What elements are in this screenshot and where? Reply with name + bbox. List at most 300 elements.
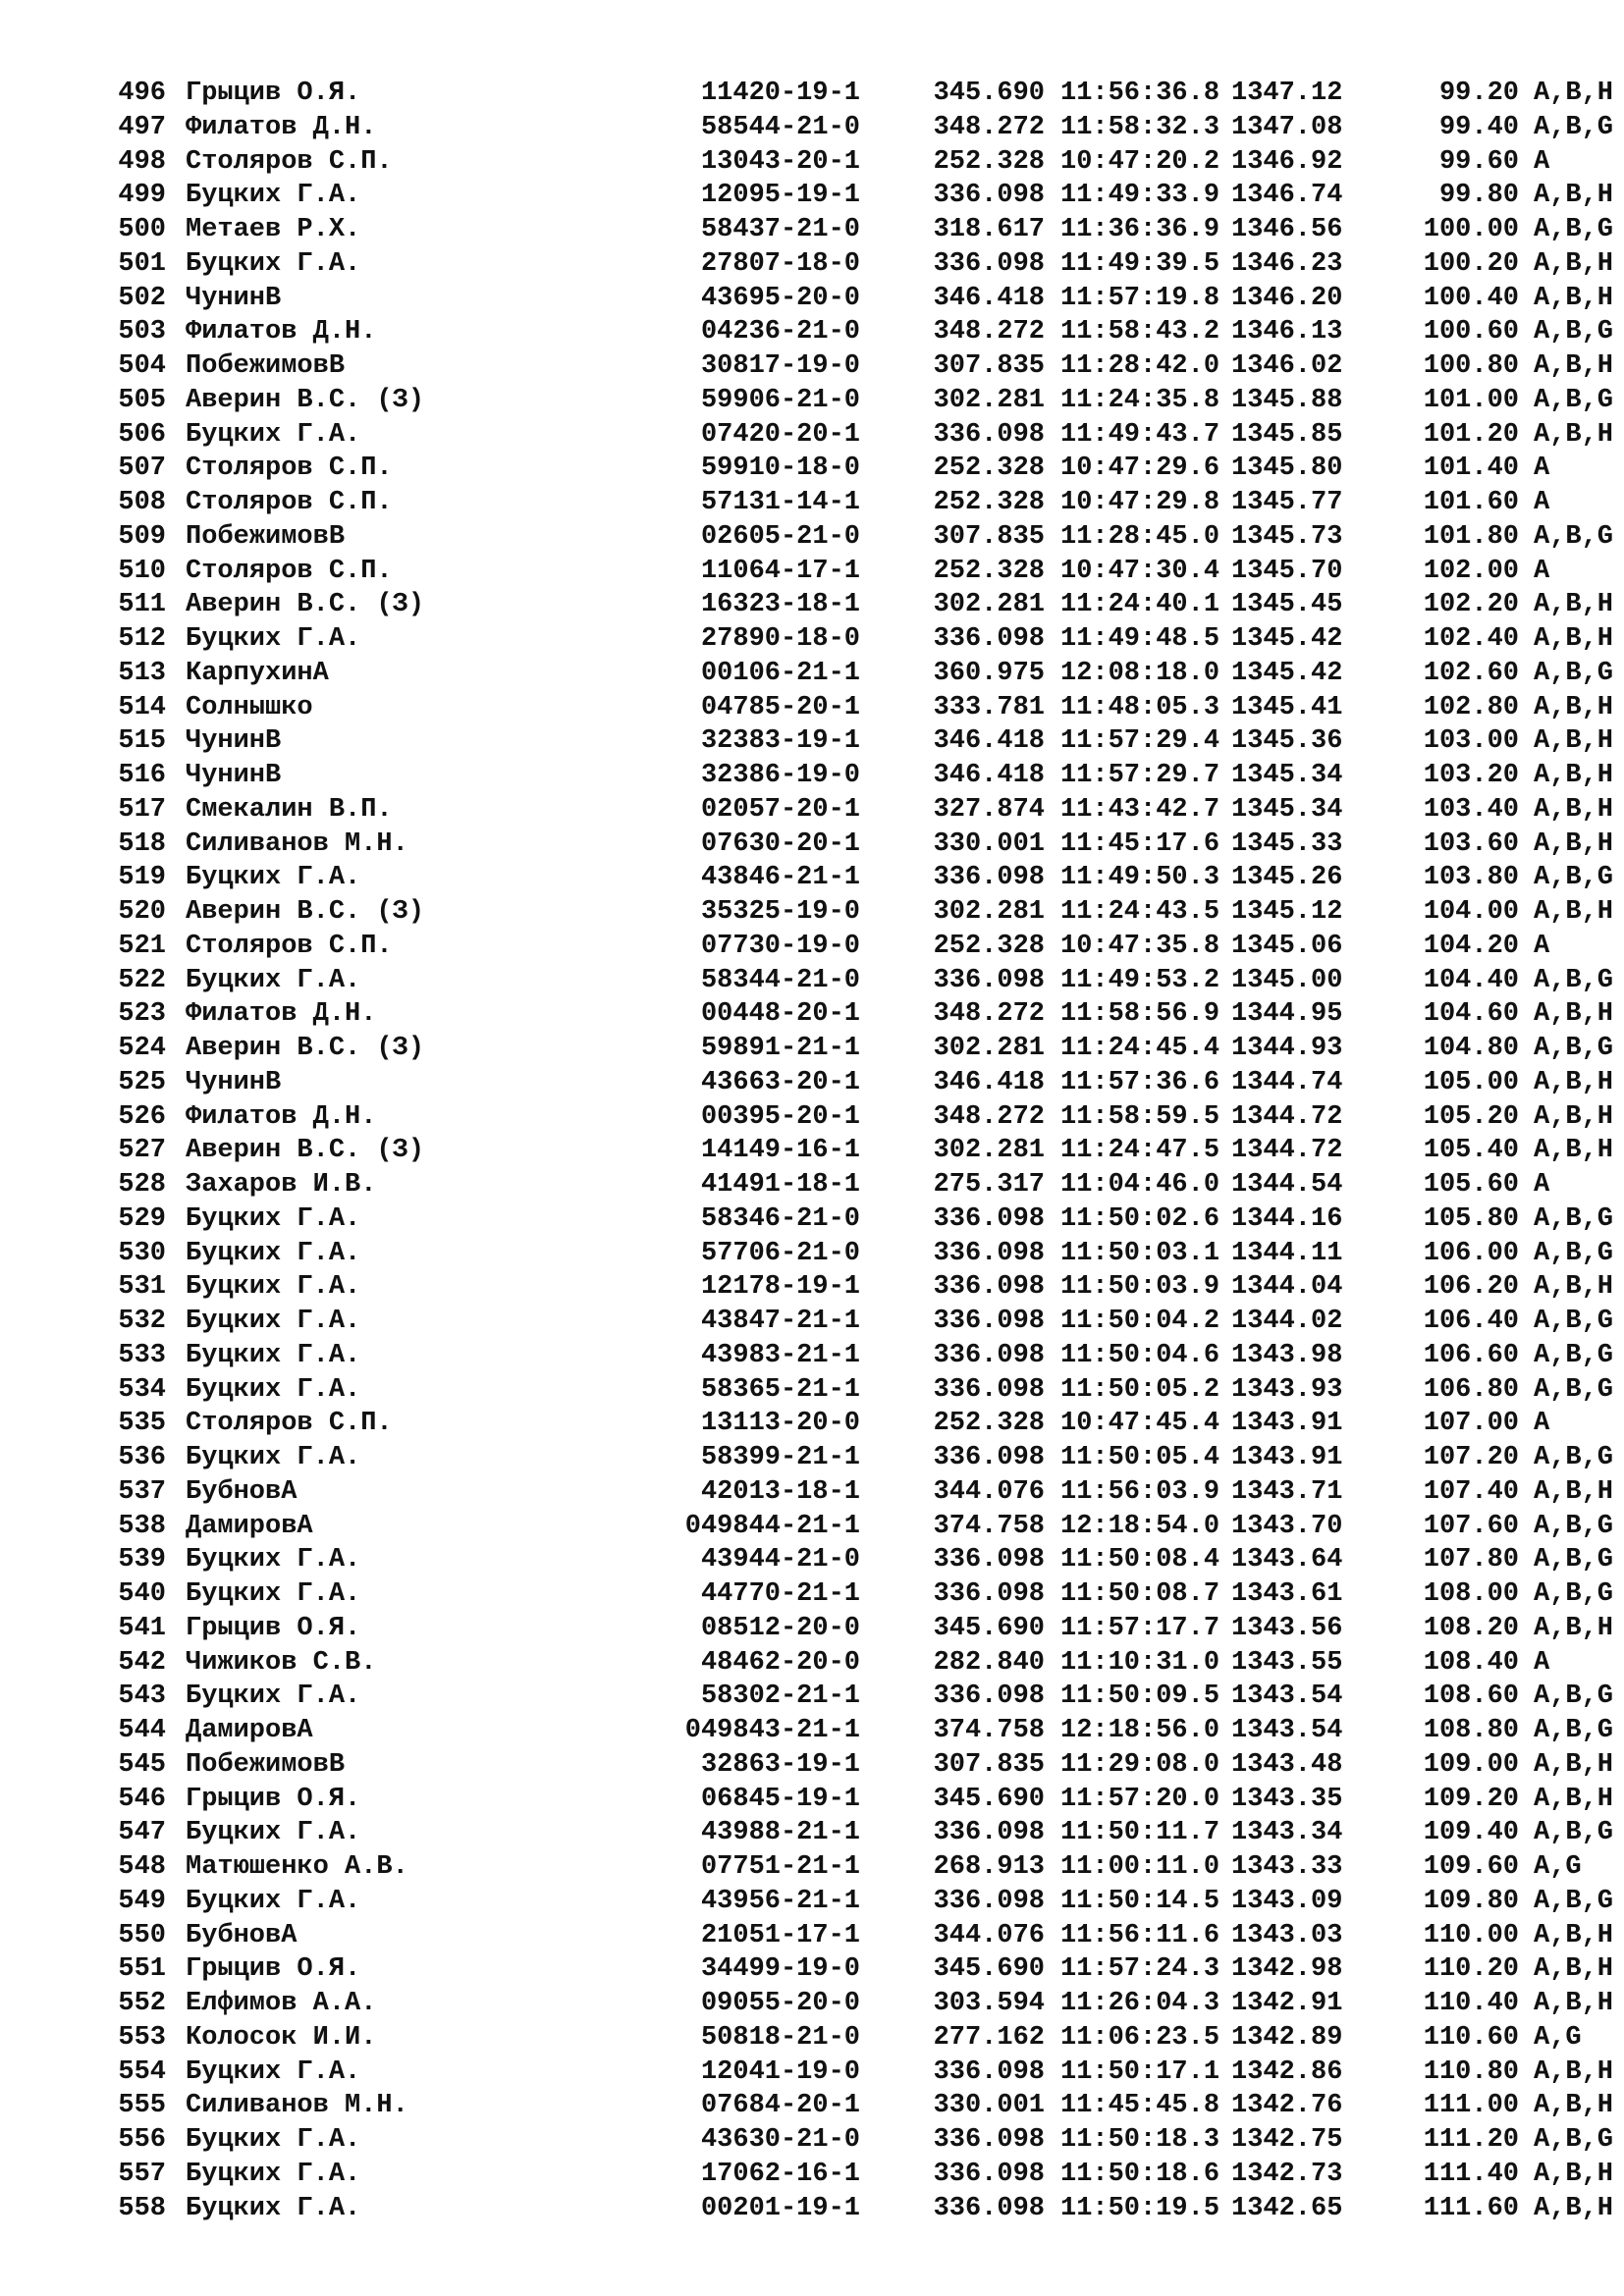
angle-value: 252.328	[933, 454, 1045, 484]
row-number: 496	[118, 79, 166, 108]
angle-value: 336.098	[933, 1374, 1045, 1405]
record-id: 049844-21-1	[684, 1511, 860, 1541]
record-id: 42013-18-1	[700, 1476, 860, 1507]
list-item	[115, 1441, 1614, 1475]
time-value: 11:57:20.0	[1060, 1784, 1220, 1814]
score-value: 109.60	[1423, 1852, 1519, 1882]
list-item	[115, 895, 1614, 930]
measure-value: 1344.72	[1231, 1136, 1343, 1166]
measure-value: 1345.42	[1231, 658, 1343, 688]
score-value: 104.20	[1423, 931, 1519, 961]
list-item	[115, 1646, 1548, 1681]
participant-name: Силиванов М.Н.	[186, 828, 408, 859]
score-value: 99.60	[1438, 146, 1519, 177]
record-id: 06845-19-1	[700, 1784, 860, 1814]
participant-name: Буцких Г.А.	[186, 2056, 361, 2087]
list-item	[115, 1475, 1614, 1510]
row-number: 518	[118, 828, 166, 859]
record-id: 43944-21-0	[700, 1545, 860, 1575]
flags-value: A,B,G	[1534, 1682, 1614, 1712]
row-number: 532	[118, 1307, 166, 1336]
row-number: 534	[118, 1374, 166, 1405]
time-value: 11:24:43.5	[1060, 897, 1220, 927]
list-item	[115, 179, 1614, 213]
flags-value: A,B,H	[1534, 1067, 1614, 1097]
row-number: 552	[118, 1989, 166, 2018]
angle-value: 374.758	[933, 1716, 1045, 1745]
measure-value: 1343.56	[1231, 1613, 1343, 1643]
flags-value: A,B,H	[1534, 2193, 1614, 2223]
score-value: 106.80	[1423, 1374, 1519, 1405]
angle-value: 336.098	[933, 2056, 1045, 2087]
flags-value: A,G	[1534, 1852, 1582, 1882]
score-value: 104.40	[1423, 965, 1519, 995]
measure-value: 1345.73	[1231, 521, 1343, 552]
flags-value: A,B,G	[1534, 1716, 1614, 1745]
participant-name: Аверин В.С. (З)	[186, 1136, 425, 1166]
list-item	[115, 486, 1548, 520]
row-number: 510	[118, 556, 166, 586]
measure-value: 1345.00	[1231, 965, 1343, 995]
angle-value: 252.328	[933, 556, 1045, 586]
flags-value: A	[1534, 454, 1550, 484]
row-number: 547	[118, 1818, 166, 1848]
list-item	[115, 1407, 1548, 1441]
row-number: 528	[118, 1170, 166, 1200]
angle-value: 282.840	[933, 1647, 1045, 1678]
participant-name: ПобежимовВ	[186, 521, 346, 552]
time-value: 11:50:09.5	[1060, 1682, 1220, 1712]
row-number: 545	[118, 1749, 166, 1780]
time-value: 11:50:14.5	[1060, 1886, 1220, 1916]
time-value: 11:50:17.1	[1060, 2056, 1220, 2087]
list-item	[115, 1748, 1614, 1783]
record-id: 08512-20-0	[700, 1613, 860, 1643]
row-number: 546	[118, 1784, 166, 1814]
list-item	[115, 1100, 1614, 1135]
record-id: 32383-19-1	[700, 726, 860, 757]
measure-value: 1343.03	[1231, 1920, 1343, 1950]
measure-value: 1344.02	[1231, 1307, 1343, 1336]
row-number: 549	[118, 1886, 166, 1916]
measure-value: 1345.33	[1231, 828, 1343, 859]
list-item	[115, 520, 1614, 555]
list-item	[115, 1680, 1614, 1714]
time-value: 11:49:48.5	[1060, 624, 1220, 654]
flags-value: A,B,G	[1534, 1545, 1614, 1575]
record-id: 58302-21-1	[700, 1682, 860, 1712]
list-item	[115, 1134, 1614, 1168]
participant-name: Захаров И.В.	[186, 1170, 377, 1200]
row-number: 507	[118, 454, 166, 484]
angle-value: 307.835	[933, 521, 1045, 552]
score-value: 104.80	[1423, 1034, 1519, 1063]
record-id: 11064-17-1	[700, 556, 860, 586]
participant-name: Буцких Г.А.	[186, 624, 361, 654]
flags-value: A,B,G	[1534, 2125, 1614, 2155]
score-value: 100.60	[1423, 317, 1519, 347]
participant-name: Столяров С.П.	[186, 931, 393, 961]
score-value: 104.60	[1423, 999, 1519, 1030]
flags-value: A	[1534, 146, 1550, 177]
list-item	[115, 861, 1614, 895]
time-value: 11:24:47.5	[1060, 1136, 1220, 1166]
angle-value: 336.098	[933, 2159, 1045, 2189]
measure-value: 1342.98	[1231, 1954, 1343, 1985]
angle-value: 348.272	[933, 317, 1045, 347]
flags-value: A,B,G	[1534, 317, 1614, 347]
record-id: 35325-19-0	[700, 897, 860, 927]
score-value: 100.00	[1423, 215, 1519, 244]
record-id: 58344-21-0	[700, 965, 860, 995]
row-number: 537	[118, 1476, 166, 1507]
record-id: 21051-17-1	[700, 1920, 860, 1950]
measure-value: 1346.20	[1231, 283, 1343, 313]
participant-name: Аверин В.С. (З)	[186, 1034, 425, 1063]
row-number: 514	[118, 692, 166, 722]
angle-value: 345.690	[933, 1613, 1045, 1643]
score-value: 109.20	[1423, 1784, 1519, 1814]
row-number: 520	[118, 897, 166, 927]
angle-value: 277.162	[933, 2022, 1045, 2053]
list-item	[115, 1612, 1614, 1646]
time-value: 11:58:32.3	[1060, 112, 1220, 142]
time-value: 11:50:04.2	[1060, 1307, 1220, 1336]
record-id: 57131-14-1	[700, 488, 860, 517]
record-id: 59891-21-1	[700, 1034, 860, 1063]
measure-value: 1345.77	[1231, 488, 1343, 517]
score-value: 105.20	[1423, 1101, 1519, 1132]
flags-value: A	[1534, 1170, 1550, 1200]
flags-value: A	[1534, 1647, 1550, 1678]
angle-value: 348.272	[933, 999, 1045, 1030]
measure-value: 1343.93	[1231, 1374, 1343, 1405]
measure-value: 1345.12	[1231, 897, 1343, 927]
time-value: 11:49:33.9	[1060, 181, 1220, 211]
row-number: 531	[118, 1272, 166, 1303]
flags-value: A,B,H	[1534, 351, 1614, 381]
participant-name: Буцких Г.А.	[186, 1579, 361, 1609]
measure-value: 1345.80	[1231, 454, 1343, 484]
participant-name: Буцких Г.А.	[186, 863, 361, 893]
time-value: 11:29:08.0	[1060, 1749, 1220, 1780]
flags-value: A,B,H	[1534, 2091, 1614, 2121]
time-value: 11:57:19.8	[1060, 283, 1220, 313]
row-number: 506	[118, 419, 166, 450]
row-number: 539	[118, 1545, 166, 1575]
participant-name: Буцких Г.А.	[186, 1272, 361, 1303]
score-value: 101.80	[1423, 521, 1519, 552]
record-id: 13043-20-1	[700, 146, 860, 177]
list-item	[115, 111, 1614, 145]
measure-value: 1344.93	[1231, 1034, 1343, 1063]
score-value: 110.00	[1423, 1920, 1519, 1950]
score-value: 105.80	[1423, 1203, 1519, 1234]
time-value: 11:57:36.6	[1060, 1067, 1220, 1097]
score-value: 110.80	[1423, 2056, 1519, 2087]
record-id: 09055-20-0	[700, 1989, 860, 2018]
participant-name: Столяров С.П.	[186, 146, 393, 177]
record-id: 41491-18-1	[700, 1170, 860, 1200]
participant-name: Смекалин В.П.	[186, 794, 393, 825]
participant-name: Грыцив О.Я.	[186, 1784, 361, 1814]
record-id: 48462-20-0	[700, 1647, 860, 1678]
record-id: 32386-19-0	[700, 761, 860, 790]
angle-value: 252.328	[933, 146, 1045, 177]
score-value: 99.80	[1438, 181, 1519, 211]
list-item	[115, 555, 1548, 589]
flags-value: A,B,H	[1534, 999, 1614, 1030]
angle-value: 275.317	[933, 1170, 1045, 1200]
score-value: 101.40	[1423, 454, 1519, 484]
row-number: 541	[118, 1613, 166, 1643]
participant-name: Буцких Г.А.	[186, 1340, 361, 1370]
record-id: 50818-21-0	[700, 2022, 860, 2053]
row-number: 498	[118, 146, 166, 177]
measure-value: 1343.09	[1231, 1886, 1343, 1916]
row-number: 502	[118, 283, 166, 313]
measure-value: 1346.56	[1231, 215, 1343, 244]
score-value: 103.00	[1423, 726, 1519, 757]
list-item	[115, 1339, 1614, 1373]
participant-name: Буцких Г.А.	[186, 1238, 361, 1268]
row-number: 501	[118, 248, 166, 279]
row-number: 527	[118, 1136, 166, 1166]
row-number: 526	[118, 1101, 166, 1132]
flags-value: A,B,G	[1534, 1034, 1614, 1063]
flags-value: A,B,H	[1534, 1749, 1614, 1780]
list-item	[115, 622, 1614, 657]
record-id: 16323-18-1	[700, 590, 860, 620]
record-id: 11420-19-1	[700, 79, 860, 108]
measure-value: 1346.74	[1231, 181, 1343, 211]
angle-value: 303.594	[933, 1989, 1045, 2018]
time-value: 11:10:31.0	[1060, 1647, 1220, 1678]
time-value: 11:48:05.3	[1060, 692, 1220, 722]
measure-value: 1342.76	[1231, 2091, 1343, 2121]
participant-name: Буцких Г.А.	[186, 1545, 361, 1575]
score-value: 101.00	[1423, 385, 1519, 415]
row-number: 548	[118, 1852, 166, 1882]
angle-value: 345.690	[933, 79, 1045, 108]
score-value: 111.60	[1423, 2193, 1519, 2223]
flags-value: A,B,H	[1534, 283, 1614, 313]
list-item	[115, 1919, 1614, 1953]
record-id: 00106-21-1	[700, 658, 860, 688]
measure-value: 1347.08	[1231, 112, 1343, 142]
row-number: 533	[118, 1340, 166, 1370]
time-value: 11:57:24.3	[1060, 1954, 1220, 1985]
record-id: 14149-16-1	[700, 1136, 860, 1166]
measure-value: 1344.54	[1231, 1170, 1343, 1200]
score-value: 106.00	[1423, 1238, 1519, 1268]
score-value: 110.20	[1423, 1954, 1519, 1985]
angle-value: 268.913	[933, 1852, 1045, 1882]
row-number: 556	[118, 2125, 166, 2155]
angle-value: 252.328	[933, 931, 1045, 961]
measure-value: 1345.45	[1231, 590, 1343, 620]
time-value: 10:47:30.4	[1060, 556, 1220, 586]
list-item	[115, 247, 1614, 282]
flags-value: A,B,H	[1534, 1272, 1614, 1303]
participant-name: Грыцив О.Я.	[186, 1954, 361, 1985]
time-value: 11:45:45.8	[1060, 2091, 1220, 2121]
time-value: 12:18:56.0	[1060, 1716, 1220, 1745]
participant-name: Столяров С.П.	[186, 488, 393, 517]
participant-name: Буцких Г.А.	[186, 1818, 361, 1848]
measure-value: 1345.85	[1231, 419, 1343, 450]
measure-value: 1344.04	[1231, 1272, 1343, 1303]
participant-name: Буцких Г.А.	[186, 1307, 361, 1336]
row-number: 544	[118, 1716, 166, 1745]
time-value: 11:50:02.6	[1060, 1203, 1220, 1234]
time-value: 11:06:23.5	[1060, 2022, 1220, 2053]
angle-value: 336.098	[933, 1238, 1045, 1268]
score-value: 105.40	[1423, 1136, 1519, 1166]
score-value: 107.40	[1423, 1476, 1519, 1507]
time-value: 11:43:42.7	[1060, 794, 1220, 825]
flags-value: A,B,G	[1534, 658, 1614, 688]
record-id: 12041-19-0	[700, 2056, 860, 2087]
row-number: 519	[118, 863, 166, 893]
flags-value: A,B,H	[1534, 248, 1614, 279]
list-item	[115, 282, 1614, 316]
row-number: 543	[118, 1682, 166, 1712]
participant-name: Буцких Г.А.	[186, 1374, 361, 1405]
measure-value: 1342.75	[1231, 2125, 1343, 2155]
record-id: 59906-21-0	[700, 385, 860, 415]
participant-name: БубновА	[186, 1920, 298, 1950]
angle-value: 252.328	[933, 1409, 1045, 1439]
measure-value: 1345.26	[1231, 863, 1343, 893]
list-item	[115, 657, 1614, 691]
flags-value: A,B,H	[1534, 1101, 1614, 1132]
row-number: 525	[118, 1067, 166, 1097]
time-value: 11:50:04.6	[1060, 1340, 1220, 1370]
record-id: 07420-20-1	[700, 419, 860, 450]
row-number: 542	[118, 1647, 166, 1678]
flags-value: A,B,H	[1534, 794, 1614, 825]
time-value: 11:50:18.6	[1060, 2159, 1220, 2189]
record-id: 00395-20-1	[700, 1101, 860, 1132]
angle-value: 374.758	[933, 1511, 1045, 1541]
participant-name: Буцких Г.А.	[186, 1203, 361, 1234]
flags-value: A,B,G	[1534, 521, 1614, 552]
record-id: 58437-21-0	[700, 215, 860, 244]
row-number: 517	[118, 794, 166, 825]
participant-name: Матюшенко А.В.	[186, 1852, 408, 1882]
time-value: 11:58:59.5	[1060, 1101, 1220, 1132]
flags-value: A,B,H	[1534, 1136, 1614, 1166]
angle-value: 336.098	[933, 1443, 1045, 1472]
measure-value: 1343.71	[1231, 1476, 1343, 1507]
measure-value: 1344.74	[1231, 1067, 1343, 1097]
flags-value: A,B,H	[1534, 79, 1614, 108]
participant-name: Буцких Г.А.	[186, 965, 361, 995]
record-id: 04236-21-0	[700, 317, 860, 347]
row-number: 558	[118, 2193, 166, 2223]
angle-value: 346.418	[933, 726, 1045, 757]
angle-value: 333.781	[933, 692, 1045, 722]
participant-name: Аверин В.С. (З)	[186, 590, 425, 620]
score-value: 108.60	[1423, 1682, 1519, 1712]
list-item	[115, 1885, 1614, 1919]
time-value: 11:28:45.0	[1060, 521, 1220, 552]
time-value: 11:50:05.2	[1060, 1374, 1220, 1405]
list-item	[115, 1237, 1614, 1271]
measure-value: 1343.54	[1231, 1716, 1343, 1745]
score-value: 101.60	[1423, 488, 1519, 517]
list-item	[115, 315, 1614, 349]
measure-value: 1345.36	[1231, 726, 1343, 757]
time-value: 11:28:42.0	[1060, 351, 1220, 381]
list-item	[115, 1543, 1614, 1577]
angle-value: 344.076	[933, 1920, 1045, 1950]
participant-name: Буцких Г.А.	[186, 248, 361, 279]
row-number: 554	[118, 2056, 166, 2087]
time-value: 11:49:50.3	[1060, 863, 1220, 893]
list-item	[115, 418, 1614, 453]
row-number: 557	[118, 2159, 166, 2189]
time-value: 11:26:04.3	[1060, 1989, 1220, 2018]
score-value: 103.20	[1423, 761, 1519, 790]
measure-value: 1342.86	[1231, 2056, 1343, 2087]
flags-value: A,B,H	[1534, 1920, 1614, 1950]
angle-value: 302.281	[933, 385, 1045, 415]
participant-name: Филатов Д.Н.	[186, 112, 377, 142]
record-id: 58346-21-0	[700, 1203, 860, 1234]
time-value: 11:56:03.9	[1060, 1476, 1220, 1507]
record-id: 27807-18-0	[700, 248, 860, 279]
measure-value: 1343.98	[1231, 1340, 1343, 1370]
time-value: 11:56:36.8	[1060, 79, 1220, 108]
measure-value: 1343.91	[1231, 1409, 1343, 1439]
score-value: 103.60	[1423, 828, 1519, 859]
row-number: 524	[118, 1034, 166, 1063]
measure-value: 1343.34	[1231, 1818, 1343, 1848]
row-number: 521	[118, 931, 166, 961]
flags-value: A,B,G	[1534, 1818, 1614, 1848]
score-value: 102.20	[1423, 590, 1519, 620]
list-item	[115, 1577, 1614, 1612]
angle-value: 302.281	[933, 590, 1045, 620]
flags-value: A,B,H	[1534, 1989, 1614, 2018]
participant-name: Филатов Д.Н.	[186, 317, 377, 347]
row-number: 497	[118, 112, 166, 142]
angle-value: 336.098	[933, 863, 1045, 893]
time-value: 11:50:05.4	[1060, 1443, 1220, 1472]
time-value: 10:47:29.6	[1060, 454, 1220, 484]
time-value: 11:45:17.6	[1060, 828, 1220, 859]
participant-name: Филатов Д.Н.	[186, 1101, 377, 1132]
score-value: 106.40	[1423, 1307, 1519, 1336]
measure-value: 1345.70	[1231, 556, 1343, 586]
list-item	[115, 213, 1614, 247]
flags-value: A,B,H	[1534, 692, 1614, 722]
angle-value: 318.617	[933, 215, 1045, 244]
participant-name: Солнышко	[186, 692, 313, 722]
time-value: 11:56:11.6	[1060, 1920, 1220, 1950]
participant-name: Грыцив О.Я.	[186, 79, 361, 108]
score-value: 108.80	[1423, 1716, 1519, 1745]
record-id: 43983-21-1	[700, 1340, 860, 1370]
record-id: 00201-19-1	[700, 2193, 860, 2223]
results-list	[115, 77, 1614, 2225]
record-id: 02057-20-1	[700, 794, 860, 825]
record-id: 17062-16-1	[700, 2159, 860, 2189]
angle-value: 336.098	[933, 1579, 1045, 1609]
angle-value: 336.098	[933, 1682, 1045, 1712]
